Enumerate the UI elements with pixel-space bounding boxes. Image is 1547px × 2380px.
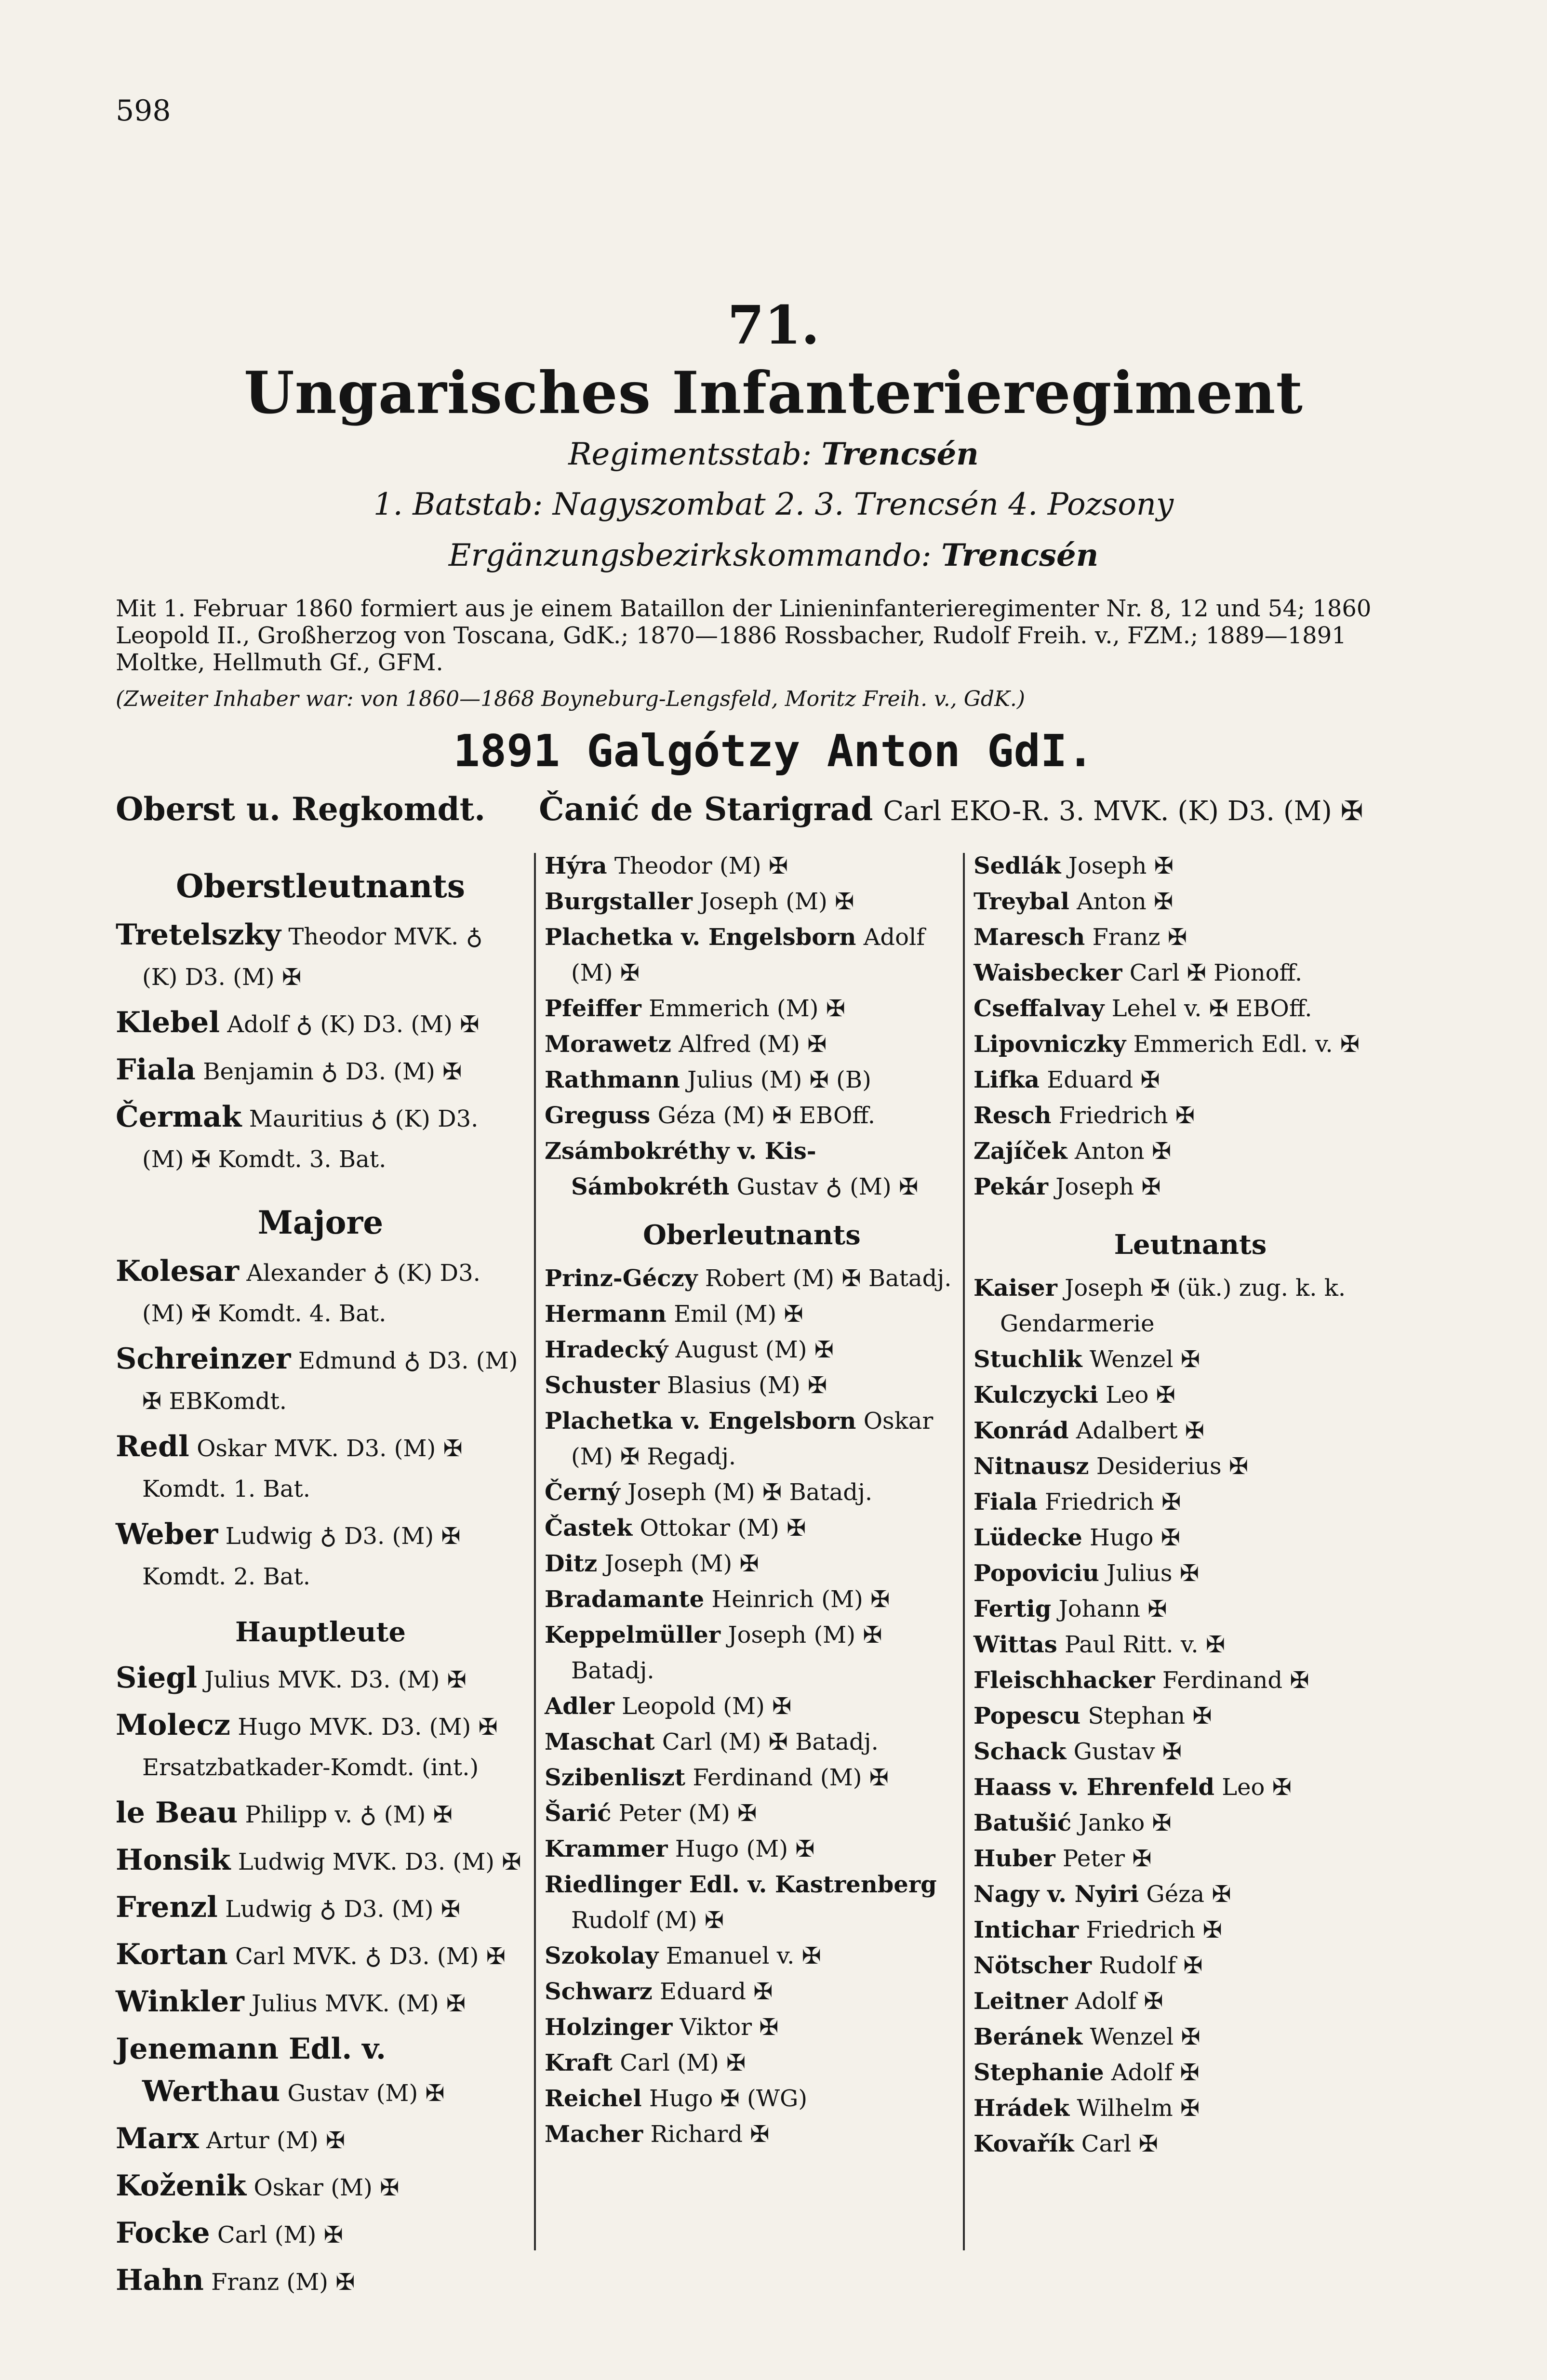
- officer-entry: [116, 1934, 525, 1977]
- officer-surname: Plachetka v. Engelsborn: [545, 924, 856, 951]
- officer-details: Gustav ✠: [1073, 1738, 1182, 1765]
- officer-surname: Szibenliszt: [545, 1764, 686, 1791]
- officer-entry: [116, 1002, 525, 1045]
- heading-hauptleute: Hauptleute: [235, 1616, 406, 1648]
- officer-details: Ludwig MVK. D3. (M) ✠: [238, 1848, 521, 1875]
- officer-entry: [974, 1591, 1407, 1627]
- officer-surname: Kovařík: [974, 2130, 1074, 2157]
- stab-value: Trencsén: [821, 436, 979, 472]
- officer-entry: [545, 1368, 959, 1403]
- officer-details: Joseph (M) ✠: [700, 888, 854, 915]
- officer-surname: Kortan: [116, 1938, 228, 1971]
- officer-surname: Wittas: [974, 1631, 1057, 1658]
- officer-entry: [545, 884, 959, 919]
- officer-details: Peter (M) ✠: [618, 1800, 757, 1827]
- officer-entry: [545, 1133, 959, 1205]
- officer-details: Philipp v. ♁ (M) ✠: [245, 1801, 453, 1828]
- officer-surname: Pekár: [974, 1173, 1048, 1200]
- officer-surname: Tretelszky: [116, 918, 281, 952]
- officer-surname: Beránek: [974, 2023, 1083, 2050]
- officer-details: Carl ✠: [1081, 2130, 1158, 2157]
- officer-surname: Molecz: [116, 1708, 231, 1742]
- officer-surname: Leitner: [974, 1988, 1068, 2015]
- officer-details: Emanuel v. ✠: [666, 1942, 821, 1969]
- oberstleutnants-list: [116, 915, 525, 1180]
- ergaenzung-line: [0, 537, 1547, 573]
- officer-surname: Popoviciu: [974, 1560, 1099, 1587]
- officer-details: Rudolf ✠: [1099, 1952, 1203, 1979]
- oberst-name: Čanić de Starigrad: [539, 790, 873, 828]
- officer-surname: Hermann: [545, 1301, 667, 1328]
- officer-surname: Schwarz: [545, 1978, 653, 2005]
- officer-surname: Fleischhacker: [974, 1667, 1155, 1694]
- officer-surname: Burgstaller: [545, 888, 693, 915]
- officer-surname: Reichel: [545, 2085, 642, 2112]
- officer-details: Wenzel ✠: [1089, 1346, 1200, 1373]
- officer-surname: Schreinzer: [116, 1342, 291, 1376]
- officer-details: Hugo (M) ✠: [675, 1835, 815, 1862]
- officer-details: Franz ✠: [1092, 924, 1187, 951]
- officer-entry: [974, 1270, 1407, 1342]
- officer-entry: [545, 2116, 959, 2152]
- officer-entry: [116, 1339, 525, 1422]
- officer-surname: Fiala: [974, 1489, 1038, 1516]
- officer-surname: Huber: [974, 1845, 1055, 1872]
- officer-entry: [974, 1413, 1407, 1449]
- oberleutnants-list: [545, 1261, 959, 2152]
- officer-entry: [545, 1831, 959, 1867]
- officer-details: Julius ✠: [1107, 1560, 1200, 1587]
- officer-surname: Nitnausz: [974, 1453, 1089, 1480]
- officer-details: Adolf (M) ✠: [571, 924, 925, 986]
- officer-entry: [116, 1887, 525, 1929]
- majore-list: [116, 1251, 525, 1597]
- officer-entry: [974, 1342, 1407, 1377]
- officer-entry: [974, 1769, 1407, 1805]
- heading-leutnants: Leutnants: [1114, 1229, 1267, 1261]
- officer-surname: Holzinger: [545, 2014, 673, 2041]
- officer-details: Oskar (M) ✠ Regadj.: [571, 1408, 934, 1470]
- officer-details: Adolf ✠: [1111, 2059, 1200, 2086]
- column-1: [116, 848, 525, 2307]
- officer-details: Richard ✠: [650, 2121, 770, 2148]
- officer-entry: [974, 1098, 1407, 1133]
- officer-entry: [974, 919, 1407, 955]
- officer-surname: Szokolay: [545, 1942, 659, 1969]
- officer-details: Ferdinand ✠: [1162, 1667, 1309, 1694]
- officer-entry: [545, 1938, 959, 1974]
- officer-entry: [545, 2009, 959, 2045]
- officer-surname: Macher: [545, 2121, 643, 2148]
- officer-surname: Černý: [545, 1479, 620, 1506]
- officer-details: Peter ✠: [1062, 1845, 1152, 1872]
- officer-surname: Ditz: [545, 1550, 598, 1577]
- officer-entry: [116, 2118, 525, 2161]
- officer-entry: [545, 1546, 959, 1582]
- officer-surname: Hahn: [116, 2263, 204, 2297]
- oberst-details: Carl EKO-R. 3. MVK. (K) D3. (M) ✠: [883, 796, 1363, 827]
- officer-details: Hugo ✠ (WG): [649, 2085, 808, 2112]
- officer-details: Friedrich ✠: [1086, 1916, 1222, 1943]
- inhaber-line: 1891 Galgótzy Anton GdI.: [453, 725, 1094, 777]
- officer-entry: [974, 1662, 1407, 1698]
- column-2: [545, 848, 959, 2152]
- officer-entry: [974, 2055, 1407, 2090]
- officer-details: Ottokar (M) ✠: [640, 1515, 806, 1542]
- column-divider: [534, 853, 536, 2250]
- officer-details: Alfred (M) ✠: [679, 1031, 827, 1058]
- officer-surname: Morawetz: [545, 1031, 671, 1058]
- officer-entry: [545, 1617, 959, 1689]
- officer-surname: Fertig: [974, 1596, 1052, 1622]
- officer-entry: [116, 1705, 525, 1788]
- officer-details: Joseph ✠ (ük.) zug. k. k. Gendarmerie: [1000, 1275, 1346, 1337]
- officer-details: Robert (M) ✠ Batadj.: [705, 1265, 952, 1292]
- officer-details: Desiderius ✠: [1096, 1453, 1249, 1480]
- officer-surname: Siegl: [116, 1661, 198, 1695]
- history-text: Mit 1. Februar 1860 formiert aus je einem Bataillon der Linieninfanterieregimenter Nr. 8, 12 und 54; 1860 Leopold II., Großherzog von Toscana, GdK.; 1870—1886 Rossbacher, Rudolf Freih. v., FZM.; 1889—1891 Moltke, Hellmuth Gf., GFM.: [116, 595, 1372, 676]
- officer-details: Anton ✠: [1077, 888, 1174, 915]
- officer-surname: Plachetka v. Engelsborn: [545, 1408, 856, 1435]
- officer-details: Joseph (M) ✠: [604, 1550, 759, 1577]
- history-block: [116, 595, 1407, 713]
- officer-entry: [974, 1983, 1407, 2019]
- officer-surname: Greguss: [545, 1102, 651, 1129]
- officer-surname: Častek: [545, 1515, 633, 1542]
- officer-surname: Bradamante: [545, 1586, 705, 1613]
- officer-entry: [974, 2019, 1407, 2055]
- officer-details: Julius (M) ✠ (B): [687, 1066, 871, 1093]
- officer-details: Adolf ✠: [1075, 1988, 1163, 2015]
- officer-entry: [545, 1062, 959, 1098]
- officer-details: Artur (M) ✠: [206, 2127, 346, 2154]
- officer-details: Joseph (M) ✠ Batadj.: [571, 1622, 882, 1684]
- officer-surname: Lipovniczky: [974, 1031, 1126, 1058]
- officer-entry: [116, 1658, 525, 1700]
- officer-details: Gustav ♁ (M) ✠: [736, 1173, 919, 1200]
- regiment-title: Ungarisches Infanterieregiment: [244, 359, 1303, 427]
- officer-surname: Jenemann Edl. v. Werthau: [116, 2032, 386, 2108]
- officer-details: Alexander ♁ (K) D3. (M) ✠ Komdt. 4. Bat.: [142, 1260, 480, 1327]
- officer-surname: Fiala: [116, 1053, 196, 1087]
- officer-details: Benjamin ♁ D3. (M) ✠: [203, 1058, 462, 1085]
- officer-entry: [116, 1514, 525, 1597]
- officer-entry: [545, 2081, 959, 2116]
- officer-entry: [116, 2260, 525, 2302]
- officer-entry: [974, 1734, 1407, 1769]
- officer-details: Wenzel ✠: [1090, 2023, 1200, 2050]
- officer-details: Theodor (M) ✠: [614, 852, 788, 879]
- officer-surname: Lüdecke: [974, 1524, 1082, 1551]
- officer-details: Géza ✠: [1146, 1881, 1231, 1908]
- officer-surname: Resch: [974, 1102, 1052, 1129]
- officer-entry: [974, 1805, 1407, 1841]
- batstab-line: 1. Batstab: Nagyszombat 2. 3. Trencsén 4. Pozsony: [373, 487, 1174, 522]
- officer-surname: le Beau: [116, 1796, 238, 1830]
- officer-surname: Kulczycki: [974, 1382, 1098, 1409]
- officer-entry: [116, 1793, 525, 1835]
- officer-entry: [545, 1510, 959, 1546]
- heading-oberstleutnants: Oberstleutnants: [176, 867, 465, 905]
- officer-surname: Redl: [116, 1430, 189, 1463]
- heading-majore: Majore: [257, 1204, 384, 1241]
- officer-surname: Hradecký: [545, 1336, 668, 1363]
- officer-entry: [974, 1698, 1407, 1734]
- officer-entry: [116, 2213, 525, 2255]
- officer-surname: Keppelmüller: [545, 1622, 721, 1649]
- officer-details: Lehel v. ✠ EBOff.: [1111, 995, 1312, 1022]
- officer-surname: Batušić: [974, 1809, 1072, 1836]
- column-3: [974, 848, 1407, 2162]
- officer-entry: [545, 1795, 959, 1831]
- history-note: (Zweiter Inhaber war: von 1860—1868 Boyneburg-Lengsfeld, Moritz Freih. v., GdK.): [116, 687, 1026, 711]
- officer-entry: [545, 1026, 959, 1062]
- officer-details: Carl MVK. ♁ D3. (M) ✠: [235, 1943, 506, 1970]
- officer-surname: Zsámbokréthy v. Kis-Sámbokréth: [545, 1138, 816, 1200]
- officer-details: Joseph ✠: [1055, 1173, 1161, 1200]
- officer-details: Ferdinand (M) ✠: [693, 1764, 889, 1791]
- officer-entry: [545, 1974, 959, 2009]
- heading-oberleutnants: Oberleutnants: [643, 1219, 861, 1251]
- officer-details: Wilhelm ✠: [1077, 2095, 1200, 2122]
- officer-entry: [545, 1689, 959, 1724]
- officer-surname: Nagy v. Nyiri: [974, 1881, 1139, 1908]
- officer-surname: Intichar: [974, 1916, 1079, 1943]
- erg-value: Trencsén: [941, 537, 1099, 573]
- officer-entry: [974, 1912, 1407, 1948]
- officer-details: Carl (M) ✠: [217, 2221, 343, 2248]
- officer-surname: Popescu: [974, 1702, 1081, 1729]
- officer-details: Janko ✠: [1079, 1809, 1172, 1836]
- officer-entry: [974, 848, 1407, 884]
- officer-surname: Stephanie: [974, 2059, 1104, 2086]
- officer-entry: [116, 1840, 525, 1882]
- leutnants-list: [974, 1270, 1407, 2162]
- officer-entry: [545, 919, 959, 991]
- officer-details: Oskar MVK. D3. (M) ✠ Komdt. 1. Bat.: [142, 1435, 463, 1502]
- officer-details: Leo ✠: [1106, 1382, 1175, 1409]
- officer-entry: [545, 1724, 959, 1760]
- officer-surname: Sedlák: [974, 852, 1061, 879]
- officer-details: Emmerich (M) ✠: [649, 995, 845, 1022]
- officer-details: Rudolf (M) ✠: [571, 1907, 724, 1934]
- officer-surname: Cseffalvay: [974, 995, 1105, 1022]
- officer-entry: [116, 1050, 525, 1092]
- officer-surname: Koženik: [116, 2169, 247, 2203]
- officer-entry: [974, 1449, 1407, 1484]
- officer-details: Stephan ✠: [1088, 1702, 1212, 1729]
- officer-entry: [545, 1296, 959, 1332]
- officer-details: Blasius (M) ✠: [667, 1372, 827, 1399]
- officer-entry: [974, 1377, 1407, 1413]
- officer-details: Julius MVK. (M) ✠: [252, 1990, 466, 2017]
- officer-entry: [974, 1876, 1407, 1912]
- hauptleute-continued-list: [545, 848, 959, 1205]
- officer-surname: Nötscher: [974, 1952, 1092, 1979]
- officer-details: August (M) ✠: [675, 1336, 834, 1363]
- officer-entry: [116, 1426, 525, 1509]
- officer-surname: Rathmann: [545, 1066, 680, 1093]
- officer-entry: [545, 1582, 959, 1617]
- officer-details: Friedrich ✠: [1045, 1489, 1181, 1516]
- officer-entry: [545, 2045, 959, 2081]
- officer-surname: Waisbecker: [974, 959, 1122, 986]
- officer-details: Ludwig ♁ D3. (M) ✠ Komdt. 2. Bat.: [142, 1523, 461, 1590]
- stab-label: Regimentsstab:: [568, 437, 812, 472]
- officer-surname: Konrád: [974, 1417, 1069, 1444]
- officer-surname: Focke: [116, 2216, 210, 2250]
- officer-details: Carl (M) ✠: [620, 2049, 746, 2076]
- officer-entry: [116, 1251, 525, 1334]
- officer-details: Emil (M) ✠: [674, 1301, 803, 1328]
- officer-entry: [974, 1133, 1407, 1169]
- officer-details: Leopold (M) ✠: [622, 1693, 792, 1720]
- officer-entry: [974, 1484, 1407, 1520]
- officer-entry: [116, 1981, 525, 2024]
- officer-surname: Schack: [974, 1738, 1067, 1765]
- officer-details: Géza (M) ✠ EBOff.: [657, 1102, 876, 1129]
- officer-details: Theodor MVK. ♁ (K) D3. (M) ✠: [142, 923, 483, 991]
- officer-entry: [116, 2166, 525, 2208]
- officer-entry: [116, 2029, 525, 2114]
- officer-surname: Zajíček: [974, 1138, 1067, 1165]
- officer-surname: Šarić: [545, 1800, 612, 1827]
- officer-surname: Pfeiffer: [545, 995, 641, 1022]
- officer-surname: Kolesar: [116, 1254, 240, 1288]
- officer-details: Hugo MVK. D3. (M) ✠ Ersatzbatkader-Komdt. (int.): [142, 1714, 498, 1781]
- officer-surname: Krammer: [545, 1835, 668, 1862]
- officer-entry: [974, 1026, 1407, 1062]
- officer-surname: Kaiser: [974, 1275, 1057, 1302]
- officer-surname: Maschat: [545, 1728, 655, 1755]
- officer-surname: Lifka: [974, 1066, 1040, 1093]
- officer-details: Joseph (M) ✠ Batadj.: [627, 1479, 873, 1506]
- officer-details: Julius MVK. D3. (M) ✠: [204, 1666, 467, 1693]
- officer-surname: Čermak: [116, 1100, 242, 1134]
- officer-entry: [974, 991, 1407, 1026]
- officer-surname: Winkler: [116, 1985, 244, 2019]
- officer-surname: Honsik: [116, 1843, 231, 1877]
- officer-details: Hugo ✠: [1090, 1524, 1180, 1551]
- officer-entry: [545, 1098, 959, 1133]
- officer-details: Edmund ♁ D3. (M) ✠ EBKomdt.: [142, 1347, 518, 1415]
- officer-surname: Klebel: [116, 1006, 220, 1039]
- officer-surname: Adler: [545, 1693, 614, 1720]
- officer-surname: Hrádek: [974, 2095, 1070, 2122]
- officer-entry: [974, 955, 1407, 991]
- officer-entry: [974, 1948, 1407, 1983]
- officer-entry: [974, 1520, 1407, 1556]
- officer-details: Eduard ✠: [660, 1978, 773, 2005]
- officer-details: Mauritius ♁ (K) D3. (M) ✠ Komdt. 3. Bat.: [142, 1105, 479, 1173]
- officer-details: Heinrich (M) ✠: [711, 1586, 890, 1613]
- officer-details: Emmerich Edl. v. ✠: [1133, 1031, 1360, 1058]
- officer-details: Friedrich ✠: [1058, 1102, 1195, 1129]
- officer-details: Joseph ✠: [1068, 852, 1174, 879]
- officer-details: Ludwig ♁ D3. (M) ✠: [225, 1896, 460, 1923]
- officer-entry: [974, 1169, 1407, 1205]
- officer-entry: [545, 848, 959, 884]
- oberst-row: [116, 790, 1455, 828]
- officer-surname: Treybal: [974, 888, 1069, 915]
- officer-details: Leo ✠: [1222, 1774, 1292, 1801]
- officer-entry: [974, 2126, 1407, 2162]
- officer-entry: [545, 1332, 959, 1368]
- officer-entry: [545, 1475, 959, 1510]
- officer-entry: [974, 2090, 1407, 2126]
- oberleutnants-continued-list: [974, 848, 1407, 1205]
- officer-entry: [974, 1556, 1407, 1591]
- erg-label: Ergänzungsbezirkskommando:: [448, 538, 932, 573]
- officer-surname: Frenzl: [116, 1890, 218, 1924]
- officer-details: Eduard ✠: [1047, 1066, 1160, 1093]
- officer-entry: [545, 1403, 959, 1475]
- officer-entry: [974, 1062, 1407, 1098]
- hauptleute-list: [116, 1658, 525, 2302]
- regiment-number: 71.: [727, 294, 820, 356]
- officer-details: Paul Ritt. v. ✠: [1065, 1631, 1226, 1658]
- officer-details: Gustav (M) ✠: [287, 2080, 445, 2107]
- officer-surname: Prinz-Géczy: [545, 1265, 698, 1292]
- column-divider: [963, 853, 965, 2250]
- officer-entry: [974, 1841, 1407, 1876]
- officer-surname: Riedlinger Edl. v. Kastrenberg: [545, 1871, 937, 1898]
- officer-entry: [116, 1097, 525, 1180]
- officer-entry: [545, 991, 959, 1026]
- officer-details: Viktor ✠: [680, 2014, 779, 2041]
- officer-details: Franz (M) ✠: [211, 2269, 355, 2296]
- regimentsstab-line: [0, 436, 1547, 472]
- officer-details: Carl ✠ Pionoff.: [1129, 959, 1303, 986]
- officer-surname: Haass v. Ehrenfeld: [974, 1774, 1214, 1801]
- officer-details: Oskar (M) ✠: [253, 2174, 400, 2201]
- officer-surname: Schuster: [545, 1372, 660, 1399]
- officer-details: Adalbert ✠: [1076, 1417, 1204, 1444]
- officer-details: Adolf ♁ (K) D3. (M) ✠: [227, 1011, 480, 1038]
- officer-entry: [974, 884, 1407, 919]
- oberst-rank: Oberst u. Regkomdt.: [116, 790, 486, 828]
- officer-surname: Hýra: [545, 852, 607, 879]
- officer-entry: [545, 1261, 959, 1296]
- officer-details: Carl (M) ✠ Batadj.: [662, 1728, 879, 1755]
- officer-entry: [545, 1760, 959, 1795]
- officer-details: Anton ✠: [1075, 1138, 1172, 1165]
- officer-entry: [974, 1627, 1407, 1662]
- officer-surname: Stuchlik: [974, 1346, 1082, 1373]
- officer-surname: Weber: [116, 1517, 218, 1551]
- officer-surname: Marx: [116, 2122, 199, 2155]
- officer-details: Johann ✠: [1058, 1596, 1167, 1622]
- officer-entry: [116, 915, 525, 997]
- officer-entry: [545, 1867, 959, 1938]
- officer-surname: Maresch: [974, 924, 1085, 951]
- officer-surname: Kraft: [545, 2049, 613, 2076]
- page-number: 598: [116, 94, 171, 128]
